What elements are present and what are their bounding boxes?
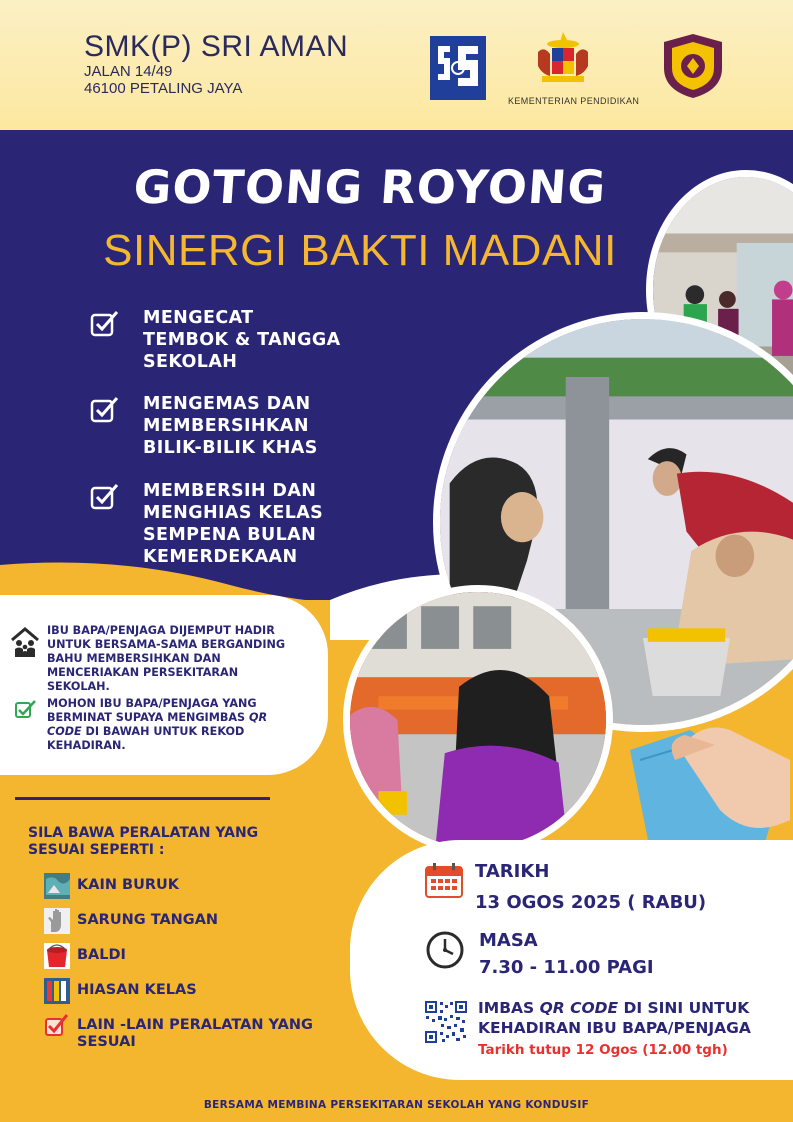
title-gotong-royong: GOTONG ROYONG	[131, 160, 609, 214]
family-home-icon	[10, 626, 40, 658]
qr-text-part1: IMBAS	[478, 999, 540, 1017]
request-text	[47, 697, 287, 753]
qr-code-icon[interactable]	[424, 1000, 468, 1044]
date-label: TARIKH	[475, 861, 550, 882]
qr-text-italic: QR CODE	[539, 999, 619, 1017]
checkbox-icon	[90, 395, 120, 423]
request-text-italic: QR CODE	[47, 711, 268, 738]
divider	[15, 797, 270, 800]
decoration-icon	[44, 978, 70, 1004]
photo-classroom-cleanup	[343, 585, 613, 855]
bring-item	[44, 978, 344, 1006]
time-label: MASA	[479, 930, 538, 951]
rag-icon	[44, 873, 70, 899]
qr-instruction	[478, 998, 778, 1038]
request-text-part1: MOHON IBU BAPA/PENJAGA YANG BERMINAT SUPAYA MENGIMBAS	[47, 697, 257, 724]
bring-item-label: HIASAN KELAS	[77, 982, 197, 998]
address-line-2: 46100 PETALING JAYA	[84, 80, 243, 97]
activity-text: MEMBERSIH DAN MENGHIAS KELAS SEMPENA BULAN KEMERDEKAAN	[143, 481, 324, 567]
clock-icon	[425, 930, 465, 970]
school-name: SMK(P) SRI AMAN	[84, 30, 349, 63]
checkbox-icon	[90, 309, 120, 337]
date-value: 13 OGOS 2025 ( RABU)	[475, 892, 707, 913]
activity-text: MENGECAT TEMBOK & TANGGA SEKOLAH	[143, 308, 341, 372]
address-line-1: JALAN 14/49	[84, 63, 173, 80]
invite-text: IBU BAPA/PENJAGA DIJEMPUT HADIR UNTUK BERSAMA-SAMA BERGANDING BAHU MEMBERSIHKAN DAN MENCERIAKAN PERSEKITARAN SEKOLAH.	[47, 624, 286, 693]
qr-text-part2: DI SINI UNTUK KEHADIRAN IBU BAPA/PENJAGA	[478, 999, 751, 1037]
bring-item	[44, 943, 344, 971]
bucket-icon	[44, 943, 70, 969]
bring-item-label: SARUNG TANGAN	[77, 912, 219, 928]
time-value: 7.30 - 11.00 PAGI	[479, 957, 654, 978]
activity-item	[90, 307, 390, 377]
glove-icon	[44, 908, 70, 934]
closing-date: Tarikh tutup 12 Ogos (12.00 tgh)	[478, 1042, 728, 1058]
bring-item	[44, 873, 344, 901]
title-sinergi: SINERGI BAKTI MADANI	[103, 226, 617, 275]
bring-item-label: BALDI	[77, 947, 126, 963]
request-text-part2: DI BAWAH UNTUK REKOD KEHADIRAN.	[47, 725, 245, 752]
green-check-icon	[15, 700, 37, 718]
bring-item-label: KAIN BURUK	[77, 877, 180, 893]
checkbox-icon	[44, 1013, 70, 1039]
activity-item	[90, 393, 390, 463]
bring-item	[44, 908, 344, 936]
checkbox-icon	[90, 482, 120, 510]
ministry-label: KEMENTERIAN PENDIDIKAN	[508, 96, 640, 106]
calendar-icon	[424, 862, 464, 898]
activity-text: MENGEMAS DAN MEMBERSIHKAN BILIK-BILIK KHAS	[143, 394, 318, 458]
footer-slogan: BERSAMA MEMBINA PERSEKITARAN SEKOLAH YANG KONDUSIF	[203, 1099, 590, 1111]
bring-item-label: LAIN -LAIN PERALATAN YANG SESUAI	[77, 1017, 313, 1050]
bring-heading: SILA BAWA PERALATAN YANG SESUAI SEPERTI :	[28, 825, 259, 858]
activity-item	[90, 480, 390, 570]
bring-item	[44, 1013, 344, 1053]
